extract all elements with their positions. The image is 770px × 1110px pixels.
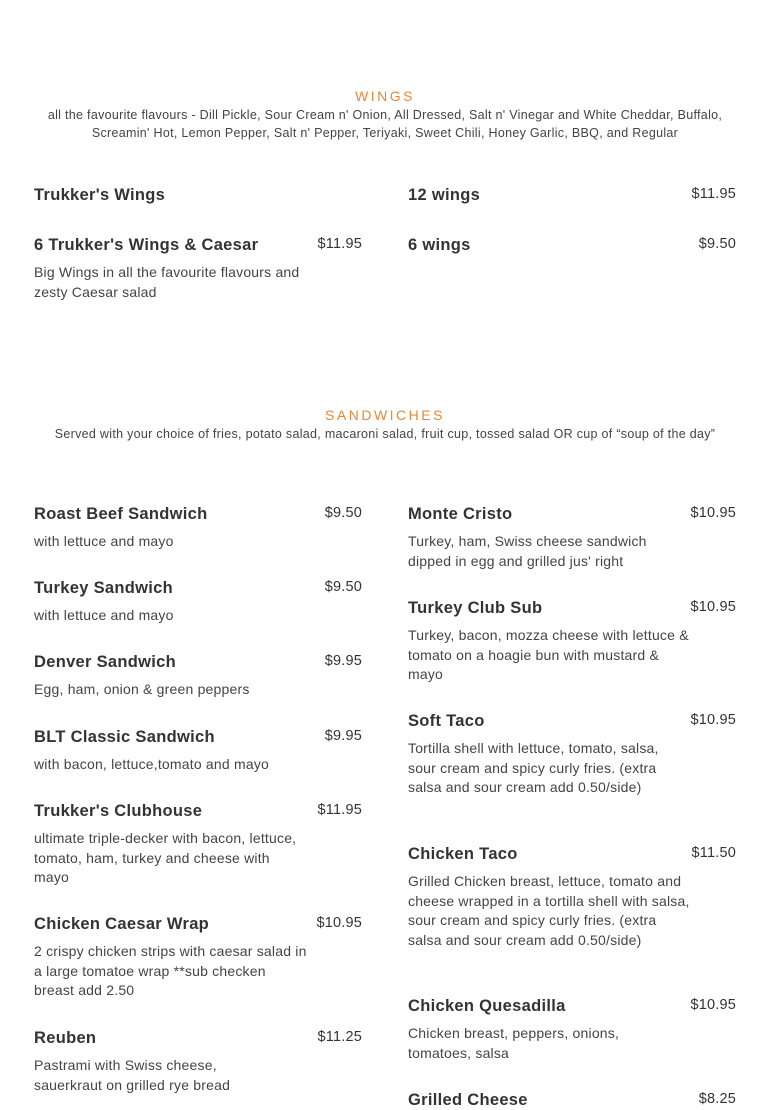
item-description: with lettuce and mayo xyxy=(34,607,174,623)
item-description: with bacon, lettuce,tomato and mayo xyxy=(34,756,270,772)
item-description: 2 crispy chicken strips with caesar salad in a large tomatoe wrap **sub checken breast add 2.50 xyxy=(34,943,307,998)
item-name: 6 wings xyxy=(408,236,471,254)
wings-section-title: WINGS xyxy=(355,88,415,104)
item-name: Reuben xyxy=(34,1029,97,1047)
item-name: Chicken Quesadilla xyxy=(408,997,566,1015)
item-name: Soft Taco xyxy=(408,712,485,730)
item-description: Big Wings in all the favourite flavours and zesty Caesar salad xyxy=(34,264,300,300)
item-name: Turkey Sandwich xyxy=(34,579,173,597)
item-name: 6 Trukker's Wings & Caesar xyxy=(34,236,259,254)
item-price: $10.95 xyxy=(316,915,362,931)
item-description: Tortilla shell with lettuce, tomato, salsa, sour cream and spicy curly fries. (extra salsa and sour cream add 0.50/side) xyxy=(408,740,659,795)
item-name: Grilled Cheese xyxy=(408,1091,528,1109)
item-name: BLT Classic Sandwich xyxy=(34,728,215,746)
item-price: $10.95 xyxy=(690,505,736,521)
item-price: $10.95 xyxy=(690,712,736,728)
sandwiches-section-subtitle: Served with your choice of fries, potato salad, macaroni salad, fruit cup, tossed salad OR cup of “soup of the day” xyxy=(54,427,716,441)
item-name: Trukker's Wings xyxy=(34,186,166,204)
item-description: ultimate triple-decker with bacon, lettuce, tomato, ham, turkey and cheese with mayo xyxy=(34,830,297,885)
item-description: Turkey, bacon, mozza cheese with lettuce & tomato on a hoagie bun with mustard & mayo xyxy=(408,627,689,682)
item-price: $9.50 xyxy=(324,505,362,521)
item-name: Denver Sandwich xyxy=(34,653,177,671)
item-name: Chicken Caesar Wrap xyxy=(34,915,210,933)
item-price: $11.25 xyxy=(317,1029,362,1045)
item-description: Turkey, ham, Swiss cheese sandwich dipped in egg and grilled jus' right xyxy=(408,533,647,569)
sandwiches-section-title: SANDWICHES xyxy=(325,407,445,423)
item-price: $9.95 xyxy=(324,728,362,744)
item-description: Chicken breast, peppers, onions, tomatoes, salsa xyxy=(408,1025,620,1061)
item-price: $8.25 xyxy=(698,1091,736,1107)
item-description: Pastrami with Swiss cheese, sauerkraut on grilled rye bread xyxy=(34,1057,231,1093)
wings-section-subtitle: all the favourite flavours - Dill Pickle, Sour Cream n' Onion, All Dressed, Salt n' Vinegar and White Cheddar, Buffalo, Screamin' Hot, Lemon Pepper, Salt n' Pepper, Teriyaki, Sweet Chili, Honey Garlic, BBQ, and Regular xyxy=(47,108,723,140)
item-price: $11.95 xyxy=(691,186,736,202)
item-price: $9.50 xyxy=(698,236,736,252)
item-name: Chicken Taco xyxy=(408,845,518,863)
item-name: Turkey Club Sub xyxy=(408,599,543,617)
item-price: $9.50 xyxy=(324,579,362,595)
item-price: $10.95 xyxy=(690,997,736,1013)
item-description: with lettuce and mayo xyxy=(34,533,174,549)
item-price: $10.95 xyxy=(690,599,736,615)
item-price: $11.95 xyxy=(317,236,362,252)
item-price: $9.95 xyxy=(324,653,362,669)
item-name: Roast Beef Sandwich xyxy=(34,505,208,523)
item-name: Trukker's Clubhouse xyxy=(34,802,203,820)
item-name: Monte Cristo xyxy=(408,505,513,523)
item-price: $11.95 xyxy=(317,802,362,818)
item-description: Egg, ham, onion & green peppers xyxy=(34,681,250,697)
item-description: Grilled Chicken breast, lettuce, tomato and cheese wrapped in a tortilla shell with salsa, sour cream and spicy curly fries. (extra salsa and sour cream add 0.50/side) xyxy=(408,873,690,948)
item-name: 12 wings xyxy=(408,186,481,204)
item-price: $11.50 xyxy=(691,845,736,861)
